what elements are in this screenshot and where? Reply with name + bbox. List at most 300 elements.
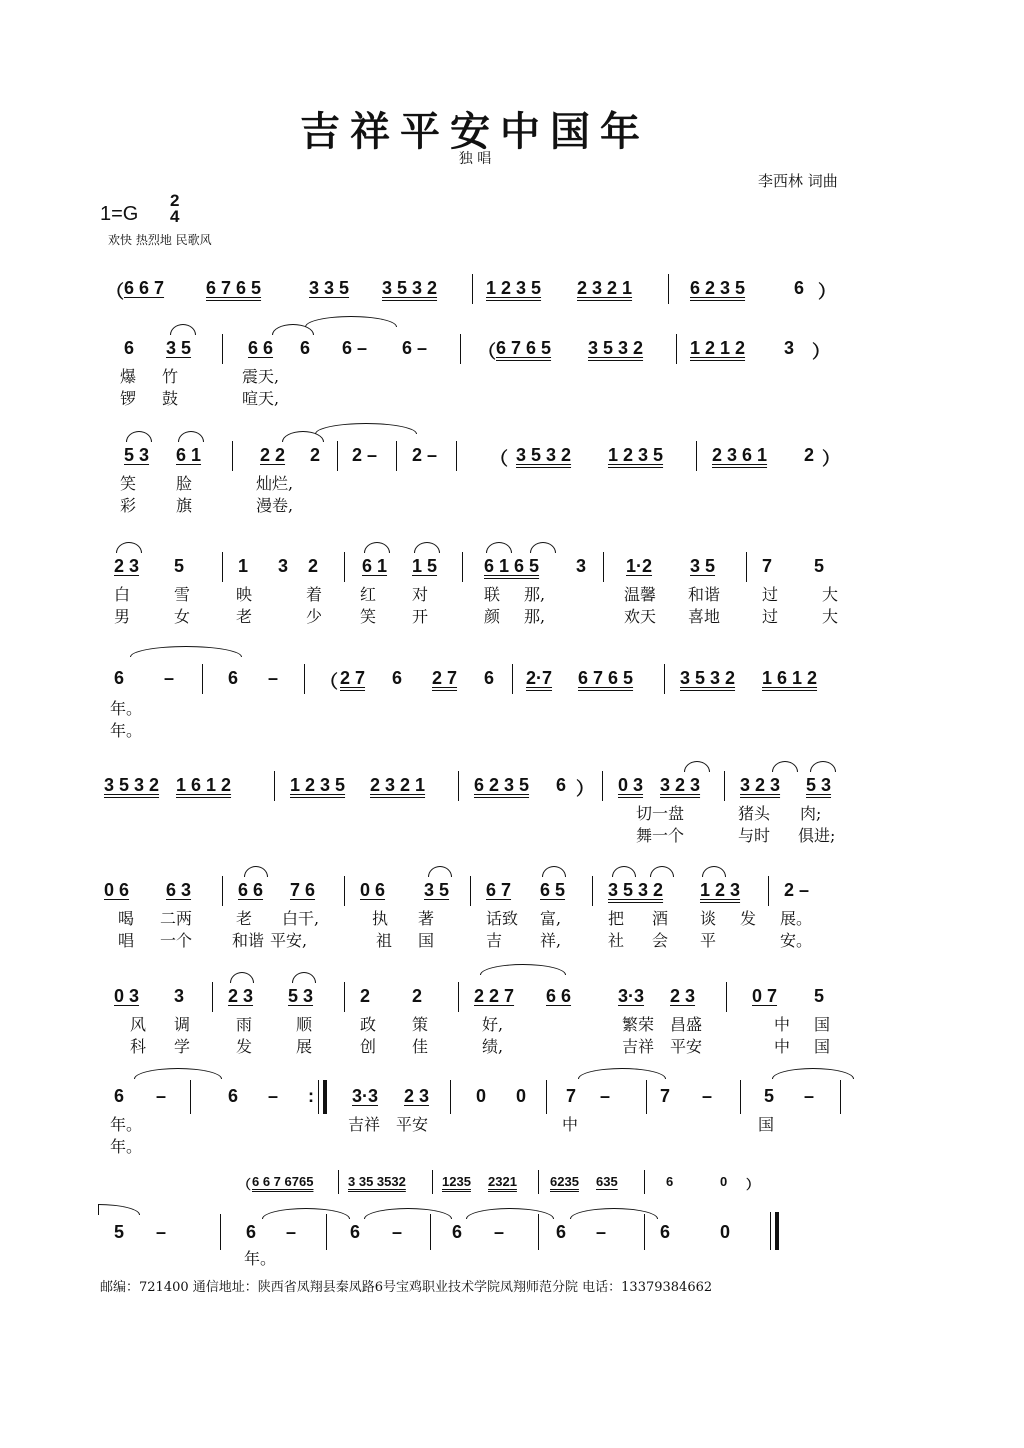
slur bbox=[230, 972, 254, 983]
note: 2 3 bbox=[404, 1086, 430, 1106]
barline bbox=[220, 1214, 221, 1250]
lyric: 中 bbox=[774, 1037, 791, 1056]
note: – bbox=[156, 1222, 167, 1242]
slur bbox=[530, 542, 556, 553]
note: 6 7 6 5 bbox=[206, 278, 262, 298]
lyric: 展 bbox=[296, 1037, 313, 1056]
note: 2 3 2 1 bbox=[577, 278, 633, 298]
note: 5 3 bbox=[124, 445, 150, 465]
barline bbox=[512, 664, 513, 694]
note: 5 3 bbox=[288, 986, 314, 1006]
note: 2 7 bbox=[340, 668, 366, 688]
barline bbox=[222, 876, 223, 906]
lyric: 话致 bbox=[486, 909, 519, 928]
note: （ bbox=[320, 672, 338, 692]
lyric: 温馨 bbox=[624, 585, 657, 604]
note: （ bbox=[106, 282, 124, 302]
note: 0 6 bbox=[104, 880, 130, 900]
time-signature bbox=[170, 193, 179, 225]
note: 6 bbox=[246, 1222, 257, 1242]
lyric: 竹 bbox=[162, 367, 179, 386]
note: 5 3 bbox=[806, 775, 832, 795]
barline bbox=[344, 982, 345, 1012]
slur bbox=[486, 542, 512, 553]
accomp-note: 2321 bbox=[488, 1174, 517, 1189]
barline bbox=[538, 1214, 539, 1250]
barline bbox=[740, 1080, 741, 1114]
accomp-note: 6 6 7 6765 bbox=[252, 1174, 314, 1189]
repeat-barline bbox=[318, 1080, 327, 1114]
lyric: 把 bbox=[608, 909, 625, 928]
barline bbox=[458, 982, 459, 1012]
slur bbox=[130, 646, 242, 657]
lyric: 吉祥 bbox=[622, 1037, 655, 1056]
lyric: 少 bbox=[306, 607, 323, 626]
lyric: 锣 bbox=[120, 389, 137, 408]
accompaniment-row bbox=[0, 1174, 1024, 1198]
note: – bbox=[286, 1222, 297, 1242]
note: 6 6 7 bbox=[124, 278, 165, 298]
lyric: 大 bbox=[822, 607, 839, 626]
lyric: 佳 bbox=[412, 1037, 429, 1056]
note: 5 bbox=[764, 1086, 775, 1106]
notes-row bbox=[0, 775, 1024, 799]
lyric: 震天, bbox=[242, 367, 280, 386]
barline bbox=[746, 552, 747, 582]
lyric: 女 bbox=[174, 607, 191, 626]
barline bbox=[840, 1080, 841, 1114]
note: 7 bbox=[660, 1086, 671, 1106]
note: 0 7 bbox=[752, 986, 778, 1006]
barline bbox=[202, 664, 203, 694]
barline bbox=[212, 982, 213, 1012]
note: – bbox=[268, 668, 279, 688]
lyric: 男 bbox=[114, 607, 131, 626]
barline bbox=[696, 441, 697, 471]
note: 1 2 3 5 bbox=[486, 278, 542, 298]
lyric: 雨 bbox=[236, 1015, 253, 1034]
notes-row bbox=[0, 556, 1024, 580]
barline bbox=[726, 982, 727, 1012]
lyric: 年。 bbox=[244, 1249, 277, 1268]
accomp-note: 1235 bbox=[442, 1174, 471, 1189]
barline bbox=[676, 334, 677, 364]
note: 3 bbox=[576, 556, 587, 576]
note: 0 6 bbox=[360, 880, 386, 900]
barline bbox=[337, 441, 338, 471]
lyric: 著 bbox=[418, 909, 435, 928]
lyric: 老 bbox=[236, 607, 253, 626]
note: （ bbox=[478, 342, 496, 362]
note: 3 5 3 2 bbox=[382, 278, 438, 298]
note: （ bbox=[490, 449, 508, 469]
note: 6 7 6 5 bbox=[496, 338, 552, 358]
note: 2 – bbox=[784, 880, 810, 900]
lyric: 笑 bbox=[360, 607, 377, 626]
lyric: 安。 bbox=[780, 931, 813, 950]
slur bbox=[98, 1204, 140, 1215]
note: 6 2 3 5 bbox=[474, 775, 530, 795]
lyric: 中 bbox=[562, 1115, 579, 1134]
notes-row bbox=[0, 986, 1024, 1010]
note: 2 bbox=[804, 445, 815, 465]
slur bbox=[178, 431, 204, 442]
barline bbox=[430, 1214, 431, 1250]
note: 3 5 3 2 bbox=[516, 445, 572, 465]
lyric: 白干, bbox=[282, 909, 320, 928]
lyric: 风 bbox=[130, 1015, 147, 1034]
barline bbox=[344, 552, 345, 582]
note: 6 3 bbox=[166, 880, 192, 900]
note: 6 6 bbox=[248, 338, 274, 358]
barline bbox=[664, 664, 665, 694]
note: 5 bbox=[114, 1222, 125, 1242]
note: 3 2 3 bbox=[660, 775, 701, 795]
note: 3·3 bbox=[352, 1086, 379, 1106]
lyric: 过 bbox=[762, 607, 779, 626]
note: 6 1 6 5 bbox=[484, 556, 540, 576]
tempo-marking: 欢快 热烈地 民歌风 bbox=[108, 233, 212, 247]
note: 0 bbox=[720, 1222, 731, 1242]
slur bbox=[262, 1208, 350, 1219]
barline bbox=[546, 1080, 547, 1114]
note: 6 bbox=[124, 338, 135, 358]
note: 2 3 bbox=[114, 556, 140, 576]
lyric: 喝 bbox=[118, 909, 135, 928]
note: 3 5 3 2 bbox=[104, 775, 160, 795]
lyric: 平安 bbox=[670, 1037, 703, 1056]
note: – bbox=[164, 668, 175, 688]
note: – bbox=[600, 1086, 611, 1106]
note: 6 bbox=[228, 1086, 239, 1106]
lyric: 昌盛 bbox=[670, 1015, 703, 1034]
note: 3 5 3 2 bbox=[588, 338, 644, 358]
barline bbox=[644, 1214, 645, 1250]
note: ） bbox=[576, 779, 594, 799]
note: 1·2 bbox=[626, 556, 653, 576]
lyric: 祖 bbox=[376, 931, 393, 950]
note: 2 bbox=[412, 986, 423, 1006]
lyric: 彩 bbox=[120, 496, 137, 515]
notes-row bbox=[0, 338, 1024, 362]
note: 5 bbox=[814, 556, 825, 576]
lyric: 平安, bbox=[270, 931, 308, 950]
barline bbox=[190, 1080, 191, 1114]
lyric: 国 bbox=[814, 1037, 831, 1056]
note: 3 bbox=[278, 556, 289, 576]
slur bbox=[134, 1068, 222, 1079]
lyric: 执 bbox=[372, 909, 389, 928]
barline bbox=[338, 1170, 339, 1194]
note: 3 bbox=[784, 338, 795, 358]
composer-credit: 李西林 词曲 bbox=[758, 172, 838, 190]
note: 6 bbox=[114, 1086, 125, 1106]
note: 6 7 bbox=[486, 880, 512, 900]
note: – bbox=[268, 1086, 279, 1106]
note: 6 bbox=[484, 668, 495, 688]
accomp-note: 635 bbox=[596, 1174, 618, 1189]
lyric: 国 bbox=[758, 1115, 775, 1134]
note: – bbox=[596, 1222, 607, 1242]
slur bbox=[414, 542, 440, 553]
note: 1 bbox=[238, 556, 249, 576]
lyric: 笑 bbox=[120, 474, 137, 493]
lyric: 过 bbox=[762, 585, 779, 604]
lyric: 和谐 bbox=[232, 931, 265, 950]
note: – bbox=[156, 1086, 167, 1106]
lyric: 策 bbox=[412, 1015, 429, 1034]
barline bbox=[768, 876, 769, 906]
barline bbox=[462, 552, 463, 582]
note: 3 3 5 bbox=[309, 278, 350, 298]
slur bbox=[684, 761, 710, 772]
note: 6 bbox=[556, 775, 567, 795]
lyric: 灿烂, bbox=[256, 474, 294, 493]
lyric: 一个 bbox=[160, 931, 193, 950]
note: 1 2 3 5 bbox=[608, 445, 664, 465]
note: 6 bbox=[228, 668, 239, 688]
lyric: 那, bbox=[524, 585, 546, 604]
slur bbox=[612, 866, 636, 877]
notes-row bbox=[0, 1222, 1024, 1246]
lyric: 老 bbox=[236, 909, 253, 928]
note: 2 bbox=[308, 556, 319, 576]
lyric: 调 bbox=[174, 1015, 191, 1034]
note: 6 2 3 5 bbox=[690, 278, 746, 298]
note: 3 5 3 2 bbox=[680, 668, 736, 688]
note: 1 2 1 2 bbox=[690, 338, 746, 358]
lyric: 对 bbox=[412, 585, 429, 604]
barline bbox=[592, 876, 593, 906]
accomp-note: （ bbox=[238, 1177, 252, 1192]
note: 2·7 bbox=[526, 668, 553, 688]
lyric: 创 bbox=[360, 1037, 377, 1056]
note: 0 3 bbox=[114, 986, 140, 1006]
lyric: 喧天, bbox=[242, 389, 280, 408]
lyric: 着 bbox=[306, 585, 323, 604]
barline bbox=[222, 552, 223, 582]
note: 6 bbox=[300, 338, 311, 358]
barline bbox=[304, 664, 305, 694]
slur bbox=[364, 1208, 452, 1219]
lyric: 红 bbox=[360, 585, 377, 604]
barline bbox=[232, 441, 233, 471]
lyric: 发 bbox=[740, 909, 757, 928]
note: 2 bbox=[310, 445, 321, 465]
lyric: 吉 bbox=[486, 931, 503, 950]
note: 3 5 bbox=[166, 338, 192, 358]
lyric: 年。 bbox=[110, 721, 143, 740]
lyric: 那, bbox=[524, 607, 546, 626]
meter-denominator: 4 bbox=[170, 207, 180, 226]
note: – bbox=[494, 1222, 505, 1242]
note: 7 6 bbox=[290, 880, 316, 900]
final-barline bbox=[770, 1212, 779, 1250]
note: 6 7 6 5 bbox=[578, 668, 634, 688]
lyric: 白 bbox=[114, 585, 131, 604]
note: 6 bbox=[114, 668, 125, 688]
note: 6 bbox=[660, 1222, 671, 1242]
accomp-note: 0 bbox=[720, 1174, 728, 1189]
lyric: 俱进; bbox=[798, 826, 836, 845]
slur bbox=[772, 761, 798, 772]
lyric: 与时 bbox=[738, 826, 771, 845]
lyric: 鼓 bbox=[162, 389, 179, 408]
lyric: 和谐 bbox=[688, 585, 721, 604]
note: 6 bbox=[556, 1222, 567, 1242]
note: – bbox=[804, 1086, 815, 1106]
lyric: 祥, bbox=[540, 931, 562, 950]
accomp-note: 6235 bbox=[550, 1174, 579, 1189]
notes-row bbox=[0, 278, 1024, 302]
accomp-note: 3 35 3532 bbox=[348, 1174, 406, 1189]
note: – bbox=[392, 1222, 403, 1242]
slur bbox=[772, 1068, 854, 1079]
note: 0 3 bbox=[618, 775, 644, 795]
note: ） bbox=[818, 282, 836, 302]
lyric: 酒 bbox=[652, 909, 669, 928]
slur bbox=[126, 431, 152, 442]
lyric: 年。 bbox=[110, 699, 143, 718]
barline bbox=[396, 441, 397, 471]
lyric: 年。 bbox=[110, 1115, 143, 1134]
note: 2 – bbox=[412, 445, 438, 465]
lyric: 绩, bbox=[482, 1037, 504, 1056]
note: 3·3 bbox=[618, 986, 645, 1006]
note: 7 bbox=[566, 1086, 577, 1106]
lyric: 大 bbox=[822, 585, 839, 604]
lyric: 发 bbox=[236, 1037, 253, 1056]
barline bbox=[344, 876, 345, 906]
barline bbox=[472, 274, 473, 304]
note: 2 2 7 bbox=[474, 986, 515, 1006]
barline bbox=[602, 771, 603, 801]
lyric: 顺 bbox=[296, 1015, 313, 1034]
lyric: 肉; bbox=[800, 804, 822, 823]
note: 1 6 1 2 bbox=[176, 775, 232, 795]
barline bbox=[603, 552, 604, 582]
note: 2 bbox=[360, 986, 371, 1006]
barline bbox=[470, 876, 471, 906]
barline bbox=[456, 441, 457, 471]
note: ） bbox=[822, 449, 840, 469]
note: 1 6 1 2 bbox=[762, 668, 818, 688]
lyric: 爆 bbox=[120, 367, 137, 386]
lyric: 唱 bbox=[118, 931, 135, 950]
lyric: 平安 bbox=[396, 1115, 429, 1134]
lyric: 脸 bbox=[176, 474, 193, 493]
slur bbox=[305, 316, 397, 327]
note: 3 2 3 bbox=[740, 775, 781, 795]
note: 2 3 bbox=[228, 986, 254, 1006]
barline bbox=[538, 1170, 539, 1194]
barline bbox=[646, 1080, 647, 1114]
barline bbox=[460, 334, 461, 364]
lyric: 谈 bbox=[700, 909, 717, 928]
lyric: 年。 bbox=[110, 1137, 143, 1156]
slur bbox=[292, 972, 316, 983]
slur bbox=[428, 866, 452, 877]
lyric: 国 bbox=[814, 1015, 831, 1034]
note: 6 5 bbox=[540, 880, 566, 900]
note: 0 bbox=[516, 1086, 527, 1106]
lyric: 颜 bbox=[484, 607, 501, 626]
barline bbox=[222, 334, 223, 364]
slur bbox=[315, 423, 417, 434]
note: 6 bbox=[794, 278, 805, 298]
note: 2 3 2 1 bbox=[370, 775, 426, 795]
note: 6 1 bbox=[176, 445, 202, 465]
barline bbox=[326, 1214, 327, 1250]
slur bbox=[702, 866, 726, 877]
lyric: 喜地 bbox=[688, 607, 721, 626]
barline bbox=[668, 274, 669, 304]
note: 0 bbox=[476, 1086, 487, 1106]
lyric: 映 bbox=[236, 585, 253, 604]
note: 2 2 bbox=[260, 445, 286, 465]
note: 6 1 bbox=[362, 556, 388, 576]
lyric: 富, bbox=[540, 909, 562, 928]
slur bbox=[810, 761, 836, 772]
accomp-note: 6 bbox=[666, 1174, 674, 1189]
lyric: 中 bbox=[774, 1015, 791, 1034]
meter-numerator: 2 bbox=[170, 191, 180, 210]
note: 1 2 3 bbox=[700, 880, 741, 900]
lyric: 欢天 bbox=[624, 607, 657, 626]
slur bbox=[480, 964, 566, 975]
lyric: 开 bbox=[412, 607, 429, 626]
performance-note: 独 唱 bbox=[458, 151, 492, 167]
barline bbox=[432, 1170, 433, 1194]
lyric: 展。 bbox=[780, 909, 813, 928]
lyric: 会 bbox=[652, 931, 669, 950]
lyric: 切一盘 bbox=[636, 804, 685, 823]
note: 3 5 bbox=[690, 556, 716, 576]
lyric: 二两 bbox=[160, 909, 193, 928]
lyric: 好, bbox=[482, 1015, 504, 1034]
lyric: 科 bbox=[130, 1037, 147, 1056]
barline bbox=[450, 1080, 451, 1114]
slur bbox=[650, 866, 674, 877]
note: ） bbox=[812, 342, 830, 362]
slur bbox=[116, 542, 142, 553]
key-signature: 1=G bbox=[100, 203, 139, 225]
lyric: 国 bbox=[418, 931, 435, 950]
lyric: 政 bbox=[360, 1015, 377, 1034]
note: 6 – bbox=[342, 338, 368, 358]
slur bbox=[244, 866, 268, 877]
note: 1 5 bbox=[412, 556, 438, 576]
contact-footer: 邮编：721400 通信地址：陕西省凤翔县秦凤路6号宝鸡职业技术学院凤翔师范分院 电话：13379384662 bbox=[100, 1280, 713, 1295]
note: 6 bbox=[350, 1222, 361, 1242]
lyric: 吉祥 bbox=[348, 1115, 381, 1134]
barline bbox=[644, 1170, 645, 1194]
note: 1 2 3 5 bbox=[290, 775, 346, 795]
notes-row bbox=[0, 445, 1024, 469]
slur bbox=[364, 542, 390, 553]
note: 2 – bbox=[352, 445, 378, 465]
notes-row bbox=[0, 880, 1024, 904]
lyric: 学 bbox=[174, 1037, 191, 1056]
lyric: 旗 bbox=[176, 496, 193, 515]
note: – bbox=[702, 1086, 713, 1106]
notes-row bbox=[0, 1086, 1024, 1110]
lyric: 猪头 bbox=[738, 804, 771, 823]
lyric: 社 bbox=[608, 931, 625, 950]
accomp-note: ） bbox=[746, 1177, 760, 1192]
note: 6 6 bbox=[238, 880, 264, 900]
note: 2 3 bbox=[670, 986, 696, 1006]
